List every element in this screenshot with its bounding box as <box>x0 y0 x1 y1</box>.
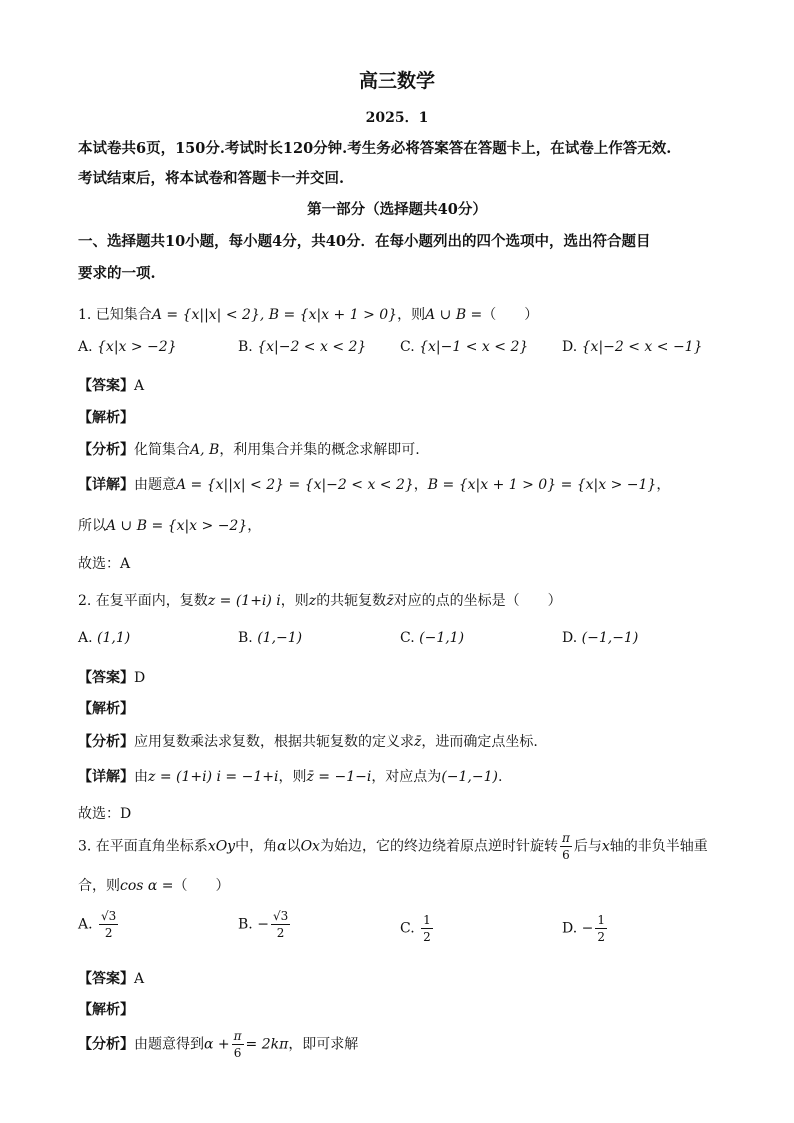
q1-choice: 故选：A <box>78 556 131 572</box>
exam-date: 2025．1 <box>365 110 429 126</box>
q2-fenxi: 【分析】应用复数乘法求复数，根据共轭复数的定义求z̄，进而确定点坐标. <box>78 734 538 750</box>
q2-analysis-heading: 【解析】 <box>78 701 134 717</box>
part-title: 第一部分（选择题共40分） <box>307 201 487 218</box>
q1-answer: 【答案】A <box>78 378 145 394</box>
q2-option-c: C. (−1,1) <box>400 630 465 646</box>
question-1-stem <box>78 304 538 324</box>
q1-option-b: B. {x|−2 < x < 2} <box>238 339 367 355</box>
q3-option-d: D. − $\frac{1}{2}$ <box>562 913 606 944</box>
question-2-stem: 2. 在复平面内，复数z = (1+i) i，则z的共轭复数z̄对应的点的坐标是（ ） <box>78 593 562 609</box>
q3-answer: 【答案】A <box>78 971 145 987</box>
q3-option-c: C. $\frac{1}{2}$ <box>400 913 431 944</box>
q3-option-a: A. $\frac{√3}{2}$ <box>78 909 117 940</box>
q1-option-a: A. {x|x > −2} <box>78 339 177 355</box>
q1-conclusion: 所以A ∪ B = {x|x > −2}， <box>78 518 262 534</box>
q2-choice: 故选：D <box>78 806 132 822</box>
q3-stem-fraction: $\frac{\pi}{6}$ <box>561 831 570 862</box>
q1-fenxi: 【分析】化简集合A, B，利用集合并集的概念求解即可. <box>78 442 420 458</box>
q2-option-d: D. (−1,−1) <box>562 630 639 646</box>
q1-option-d: D. {x|−2 < x < −1} <box>562 339 703 355</box>
section-instruction-line-1: 一、选择题共10小题，每小题4分，共40分．在每小题列出的四个选项中，选出符合题目 <box>78 233 651 250</box>
q1-stem-text-a: 1. 已知集合 <box>78 307 152 323</box>
q2-answer: 【答案】D <box>78 670 146 686</box>
q3-fenxi: 【分析】由题意得到α + $\frac{\pi}{6}$ = 2kπ，即可求解 <box>78 1029 359 1060</box>
q2-xiangjie: 【详解】由z = (1+i) i = −1+i，则z̄ = −1−i，对应点为(−1,−1). <box>78 769 503 785</box>
q1-stem-text-b: ，则 <box>397 307 426 323</box>
q1-xiangjie: 【详解】由题意A = {x||x| < 2} = {x|−2 < x < 2}，B = {x|x + 1 > 0} = {x|x > −1}， <box>78 477 671 493</box>
q1-option-c: C. {x|−1 < x < 2} <box>400 339 529 355</box>
q1-analysis-heading: 【解析】 <box>78 410 134 426</box>
q2-option-b: B. (1,−1) <box>238 630 303 646</box>
q1-stem-text-c: （ ） <box>482 307 539 323</box>
section-instruction-line-2: 要求的一项. <box>78 265 156 282</box>
page-title: 高三数学 <box>358 70 435 92</box>
exam-notice-line-1: 本试卷共6页，150分.考试时长120分钟.考生务必将答案答在答题卡上，在试卷上作答无效. <box>78 140 672 157</box>
q1-stem-math-2: A ∪ B = <box>425 307 483 323</box>
q3-analysis-heading: 【解析】 <box>78 1002 134 1018</box>
question-3-stem-line-1: 3. 在平面直角坐标系xOy中，角α以Ox为始边，它的终边绕着原点逆时针旋转 $\frac{\pi}{6}$ 后与x轴的非负半轴重 <box>78 831 708 862</box>
q1-stem-math: A = {x||x| < 2}, B = {x|x + 1 > 0} <box>151 307 398 323</box>
exam-notice-line-2: 考试结束后，将本试卷和答题卡一并交回. <box>78 170 345 187</box>
q3-option-b: B. − $\frac{√3}{2}$ <box>238 909 289 940</box>
q2-option-a: A. (1,1) <box>78 630 131 646</box>
question-3-stem-line-2: 合，则cos α =（ ） <box>78 878 230 894</box>
